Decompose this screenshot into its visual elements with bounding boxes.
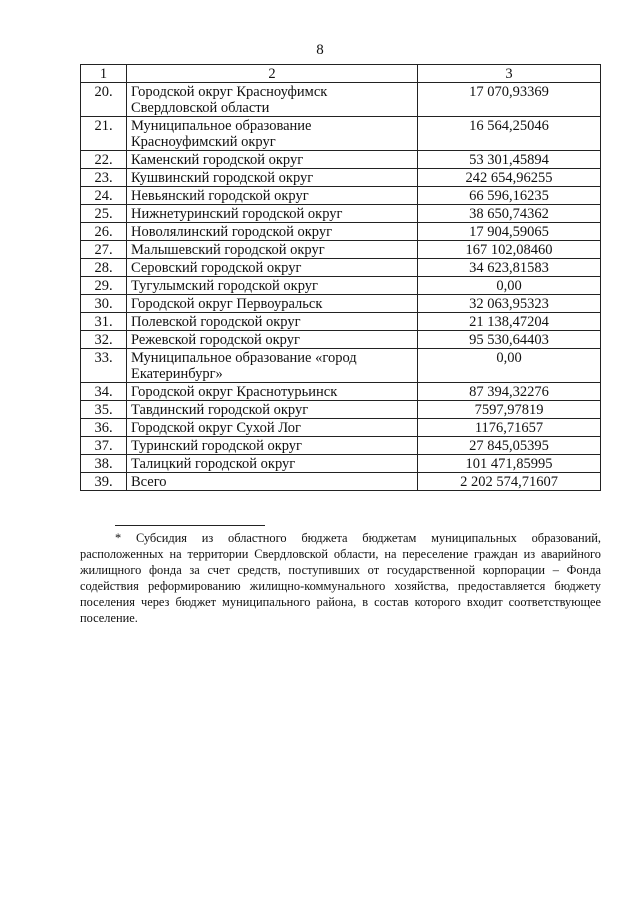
row-value: 38 650,74362 (418, 205, 601, 223)
row-name: Тавдинский городской округ (127, 401, 418, 419)
row-name: Полевской городской округ (127, 313, 418, 331)
row-name: Невьянский городской округ (127, 187, 418, 205)
table-row (81, 455, 601, 473)
row-number: 20. (81, 83, 127, 117)
table-row (81, 223, 601, 241)
row-number: 28. (81, 259, 127, 277)
header-col-2: 2 (127, 65, 418, 83)
row-value: 17 070,93369 (418, 83, 601, 117)
row-name: Городской округ Сухой Лог (127, 419, 418, 437)
row-number: 32. (81, 331, 127, 349)
row-name: Всего (127, 473, 418, 491)
row-name: Талицкий городской округ (127, 455, 418, 473)
row-number: 29. (81, 277, 127, 295)
row-value: 7597,97819 (418, 401, 601, 419)
row-value: 21 138,47204 (418, 313, 601, 331)
table-header-row (81, 65, 601, 83)
row-value: 0,00 (418, 277, 601, 295)
row-number: 25. (81, 205, 127, 223)
table-row (81, 349, 601, 383)
row-value: 66 596,16235 (418, 187, 601, 205)
table-row (81, 83, 601, 117)
table-row (81, 117, 601, 151)
row-number: 27. (81, 241, 127, 259)
table-row (81, 205, 601, 223)
row-number: 26. (81, 223, 127, 241)
table-row (81, 473, 601, 491)
row-number: 37. (81, 437, 127, 455)
row-number: 22. (81, 151, 127, 169)
table-body (81, 83, 601, 491)
row-value: 27 845,05395 (418, 437, 601, 455)
row-number: 38. (81, 455, 127, 473)
row-name: Городской округ Красноуфимск Свердловской области (127, 83, 418, 117)
row-value: 53 301,45894 (418, 151, 601, 169)
row-value: 87 394,32276 (418, 383, 601, 401)
row-name: Режевской городской округ (127, 331, 418, 349)
row-value: 1176,71657 (418, 419, 601, 437)
row-number: 21. (81, 117, 127, 151)
row-number: 35. (81, 401, 127, 419)
row-name: Муниципальное образование Красноуфимский округ (127, 117, 418, 151)
table-row (81, 419, 601, 437)
row-value: 95 530,64403 (418, 331, 601, 349)
page-number: 8 (316, 42, 324, 58)
row-name: Новолялинский городской округ (127, 223, 418, 241)
subsidy-table (80, 64, 601, 491)
row-name: Городской округ Краснотурьинск (127, 383, 418, 401)
row-number: 23. (81, 169, 127, 187)
row-name: Каменский городской округ (127, 151, 418, 169)
row-number: 33. (81, 349, 127, 383)
row-name: Муниципальное образование «город Екатеринбург» (127, 349, 418, 383)
row-value: 16 564,25046 (418, 117, 601, 151)
row-value: 0,00 (418, 349, 601, 383)
row-value: 17 904,59065 (418, 223, 601, 241)
table-row (81, 241, 601, 259)
row-number: 36. (81, 419, 127, 437)
row-value: 167 102,08460 (418, 241, 601, 259)
row-name: Нижнетуринский городской округ (127, 205, 418, 223)
row-value: 34 623,81583 (418, 259, 601, 277)
header-col-3: 3 (418, 65, 601, 83)
row-value: 32 063,95323 (418, 295, 601, 313)
row-name: Серовский городской округ (127, 259, 418, 277)
row-name: Городской округ Первоуральск (127, 295, 418, 313)
table-row (81, 401, 601, 419)
row-name: Кушвинский городской округ (127, 169, 418, 187)
row-number: 39. (81, 473, 127, 491)
table-row (81, 151, 601, 169)
row-name: Туринский городской округ (127, 437, 418, 455)
row-value: 242 654,96255 (418, 169, 601, 187)
table-row (81, 437, 601, 455)
table-row (81, 187, 601, 205)
row-number: 31. (81, 313, 127, 331)
row-number: 24. (81, 187, 127, 205)
table-row (81, 313, 601, 331)
footnote-divider (115, 525, 265, 526)
table-row (81, 169, 601, 187)
row-number: 34. (81, 383, 127, 401)
table-row (81, 295, 601, 313)
header-col-1: 1 (81, 65, 127, 83)
table-row (81, 277, 601, 295)
table-row (81, 383, 601, 401)
row-number: 30. (81, 295, 127, 313)
row-name: Малышевский городской округ (127, 241, 418, 259)
row-value: 101 471,85995 (418, 455, 601, 473)
table-row (81, 259, 601, 277)
row-name: Тугулымский городской округ (127, 277, 418, 295)
row-value: 2 202 574,71607 (418, 473, 601, 491)
footnote-text: * Субсидия из областного бюджета бюджетам муниципальных образований, расположенных на территории Свердловской области, на переселение граждан из аварийного жилищного фонда за счет средств, поступивших от государственной корпорации – Фонда содействия реформированию жилищно-коммунального хозяйства, предоставляется бюджету поселения через бюджет муниципального района, в состав которого входит соответствующее поселение. (80, 531, 601, 625)
table-row (81, 331, 601, 349)
